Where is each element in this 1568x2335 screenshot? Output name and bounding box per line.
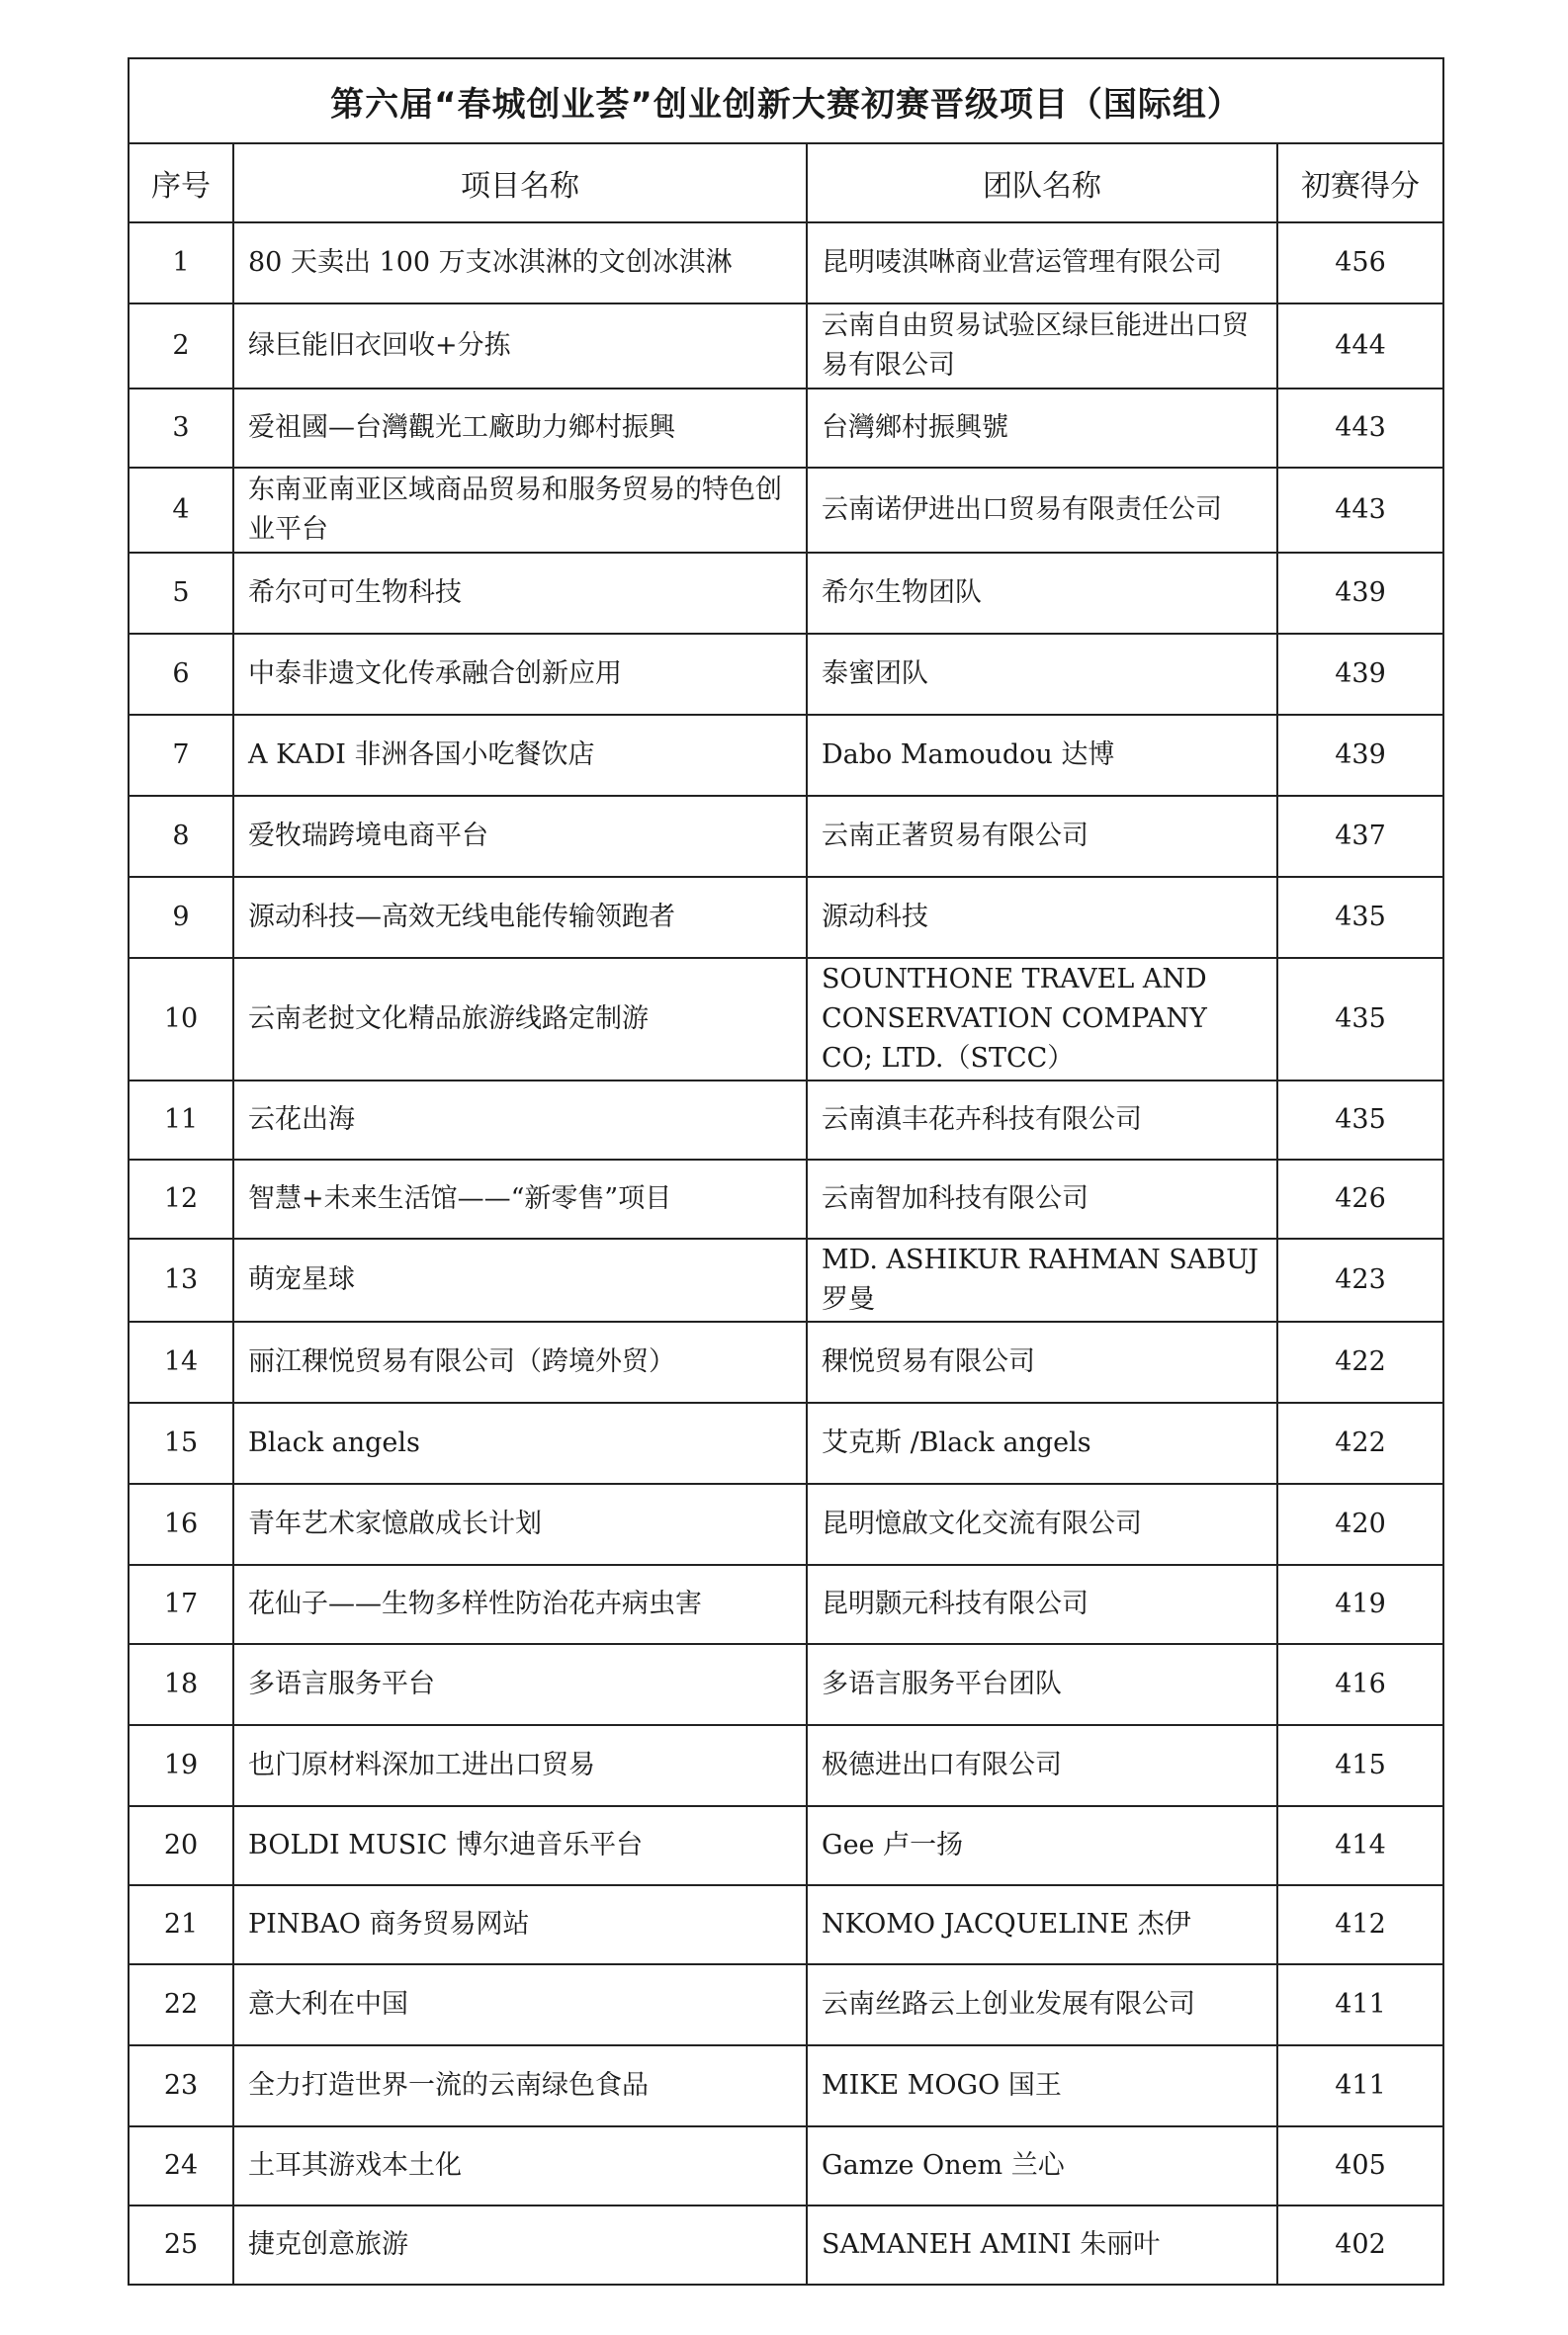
table-row xyxy=(129,2126,1443,2205)
table-row xyxy=(129,2205,1443,2285)
score-value: 435 xyxy=(1277,1081,1443,1160)
team-name: MIKE MOGO 国王 xyxy=(807,2045,1277,2126)
row-number: 5 xyxy=(129,553,233,634)
row-number: 1 xyxy=(129,222,233,303)
row-number: 14 xyxy=(129,1322,233,1403)
table-row xyxy=(129,2045,1443,2126)
score-value: 439 xyxy=(1277,553,1443,634)
score-value: 412 xyxy=(1277,1885,1443,1964)
project-name: PINBAO 商务贸易网站 xyxy=(233,1885,807,1964)
project-name: 多语言服务平台 xyxy=(233,1644,807,1725)
row-number: 24 xyxy=(129,2126,233,2205)
score-value: 402 xyxy=(1277,2205,1443,2285)
project-name: 土耳其游戏本土化 xyxy=(233,2126,807,2205)
project-name: 全力打造世界一流的云南绿色食品 xyxy=(233,2045,807,2126)
score-value: 411 xyxy=(1277,2045,1443,2126)
score-value: 414 xyxy=(1277,1806,1443,1885)
score-value: 422 xyxy=(1277,1322,1443,1403)
score-value: 437 xyxy=(1277,796,1443,877)
header-row xyxy=(129,143,1443,222)
team-name: 希尔生物团队 xyxy=(807,553,1277,634)
table-row xyxy=(129,1565,1443,1644)
score-value: 411 xyxy=(1277,1964,1443,2045)
table-row xyxy=(129,715,1443,796)
project-name: 东南亚南亚区域商品贸易和服务贸易的特色创业平台 xyxy=(233,468,807,553)
row-number: 2 xyxy=(129,303,233,389)
team-name: 昆明颢元科技有限公司 xyxy=(807,1565,1277,1644)
row-number: 22 xyxy=(129,1964,233,2045)
project-name: 捷克创意旅游 xyxy=(233,2205,807,2285)
table-row xyxy=(129,1484,1443,1565)
table-row xyxy=(129,1403,1443,1484)
team-name: 云南正著贸易有限公司 xyxy=(807,796,1277,877)
table-row xyxy=(129,958,1443,1081)
team-name: 台灣鄉村振興號 xyxy=(807,389,1277,468)
row-number: 9 xyxy=(129,877,233,958)
score-value: 456 xyxy=(1277,222,1443,303)
header-team: 团队名称 xyxy=(807,143,1277,222)
score-value: 435 xyxy=(1277,958,1443,1081)
project-name: 源动科技—高效无线电能传输领跑者 xyxy=(233,877,807,958)
row-number: 21 xyxy=(129,1885,233,1964)
header-score: 初赛得分 xyxy=(1277,143,1443,222)
team-name: 极德进出口有限公司 xyxy=(807,1725,1277,1806)
score-value: 443 xyxy=(1277,389,1443,468)
title-row xyxy=(129,58,1443,143)
row-number: 11 xyxy=(129,1081,233,1160)
table-row xyxy=(129,1964,1443,2045)
document-page xyxy=(128,57,1442,2286)
score-value: 439 xyxy=(1277,715,1443,796)
team-name: Gee 卢一扬 xyxy=(807,1806,1277,1885)
team-name: 云南自由贸易试验区绿巨能进出口贸易有限公司 xyxy=(807,303,1277,389)
row-number: 3 xyxy=(129,389,233,468)
score-value: 426 xyxy=(1277,1160,1443,1239)
project-name: 80 天卖出 100 万支冰淇淋的文创冰淇淋 xyxy=(233,222,807,303)
project-name: 丽江稞悦贸易有限公司（跨境外贸） xyxy=(233,1322,807,1403)
team-name: 云南丝路云上创业发展有限公司 xyxy=(807,1964,1277,2045)
table-row xyxy=(129,303,1443,389)
table-row xyxy=(129,877,1443,958)
team-name: 源动科技 xyxy=(807,877,1277,958)
project-name: 希尔可可生物科技 xyxy=(233,553,807,634)
results-table xyxy=(128,57,1444,2286)
score-value: 423 xyxy=(1277,1239,1443,1322)
row-number: 16 xyxy=(129,1484,233,1565)
header-no: 序号 xyxy=(129,143,233,222)
score-value: 422 xyxy=(1277,1403,1443,1484)
project-name: 花仙子——生物多样性防治花卉病虫害 xyxy=(233,1565,807,1644)
header-project: 项目名称 xyxy=(233,143,807,222)
table-row xyxy=(129,1322,1443,1403)
row-number: 25 xyxy=(129,2205,233,2285)
team-name: NKOMO JACQUELINE 杰伊 xyxy=(807,1885,1277,1964)
table-row xyxy=(129,634,1443,715)
score-value: 416 xyxy=(1277,1644,1443,1725)
project-name: 云南老挝文化精品旅游线路定制游 xyxy=(233,958,807,1081)
row-number: 20 xyxy=(129,1806,233,1885)
project-name: 爱祖國—台灣觀光工廠助力鄉村振興 xyxy=(233,389,807,468)
table-row xyxy=(129,222,1443,303)
row-number: 13 xyxy=(129,1239,233,1322)
table-row xyxy=(129,1160,1443,1239)
score-value: 439 xyxy=(1277,634,1443,715)
table-row xyxy=(129,1725,1443,1806)
row-number: 18 xyxy=(129,1644,233,1725)
score-value: 443 xyxy=(1277,468,1443,553)
table-row xyxy=(129,1644,1443,1725)
team-name: 云南诺伊进出口贸易有限责任公司 xyxy=(807,468,1277,553)
team-name: Gamze Onem 兰心 xyxy=(807,2126,1277,2205)
project-name: 云花出海 xyxy=(233,1081,807,1160)
team-name: SAMANEH AMINI 朱丽叶 xyxy=(807,2205,1277,2285)
row-number: 19 xyxy=(129,1725,233,1806)
table-row xyxy=(129,553,1443,634)
project-name: 智慧+未来生活馆——“新零售”项目 xyxy=(233,1160,807,1239)
table-title: 第六届“春城创业荟”创业创新大赛初赛晋级项目（国际组） xyxy=(129,58,1443,143)
row-number: 23 xyxy=(129,2045,233,2126)
team-name: Dabo Mamoudou 达博 xyxy=(807,715,1277,796)
team-name: 昆明憶啟文化交流有限公司 xyxy=(807,1484,1277,1565)
team-name: 云南智加科技有限公司 xyxy=(807,1160,1277,1239)
team-name: 泰蜜团队 xyxy=(807,634,1277,715)
row-number: 4 xyxy=(129,468,233,553)
project-name: 绿巨能旧衣回收+分拣 xyxy=(233,303,807,389)
project-name: 中泰非遗文化传承融合创新应用 xyxy=(233,634,807,715)
table-row xyxy=(129,1806,1443,1885)
row-number: 7 xyxy=(129,715,233,796)
score-value: 435 xyxy=(1277,877,1443,958)
team-name: 云南滇丰花卉科技有限公司 xyxy=(807,1081,1277,1160)
table-row xyxy=(129,468,1443,553)
row-number: 17 xyxy=(129,1565,233,1644)
table-row xyxy=(129,1239,1443,1322)
row-number: 12 xyxy=(129,1160,233,1239)
project-name: 意大利在中国 xyxy=(233,1964,807,2045)
table-row xyxy=(129,796,1443,877)
score-value: 420 xyxy=(1277,1484,1443,1565)
row-number: 15 xyxy=(129,1403,233,1484)
team-name: 艾克斯 /Black angels xyxy=(807,1403,1277,1484)
project-name: A KADI 非洲各国小吃餐饮店 xyxy=(233,715,807,796)
table-row xyxy=(129,1081,1443,1160)
project-name: 也门原材料深加工进出口贸易 xyxy=(233,1725,807,1806)
project-name: BOLDI MUSIC 博尔迪音乐平台 xyxy=(233,1806,807,1885)
score-value: 415 xyxy=(1277,1725,1443,1806)
project-name: 青年艺术家憶啟成长计划 xyxy=(233,1484,807,1565)
row-number: 10 xyxy=(129,958,233,1081)
project-name: 萌宠星球 xyxy=(233,1239,807,1322)
table-row xyxy=(129,1885,1443,1964)
table-body xyxy=(129,222,1443,2285)
row-number: 6 xyxy=(129,634,233,715)
team-name: SOUNTHONE TRAVEL AND CONSERVATION COMPANY CO; LTD.（STCC） xyxy=(807,958,1277,1081)
score-value: 419 xyxy=(1277,1565,1443,1644)
team-name: 稞悦贸易有限公司 xyxy=(807,1322,1277,1403)
score-value: 405 xyxy=(1277,2126,1443,2205)
project-name: 爱牧瑞跨境电商平台 xyxy=(233,796,807,877)
team-name: MD. ASHIKUR RAHMAN SABUJ 罗曼 xyxy=(807,1239,1277,1322)
table-row xyxy=(129,389,1443,468)
row-number: 8 xyxy=(129,796,233,877)
project-name: Black angels xyxy=(233,1403,807,1484)
team-name: 多语言服务平台团队 xyxy=(807,1644,1277,1725)
team-name: 昆明唛淇啉商业营运管理有限公司 xyxy=(807,222,1277,303)
score-value: 444 xyxy=(1277,303,1443,389)
